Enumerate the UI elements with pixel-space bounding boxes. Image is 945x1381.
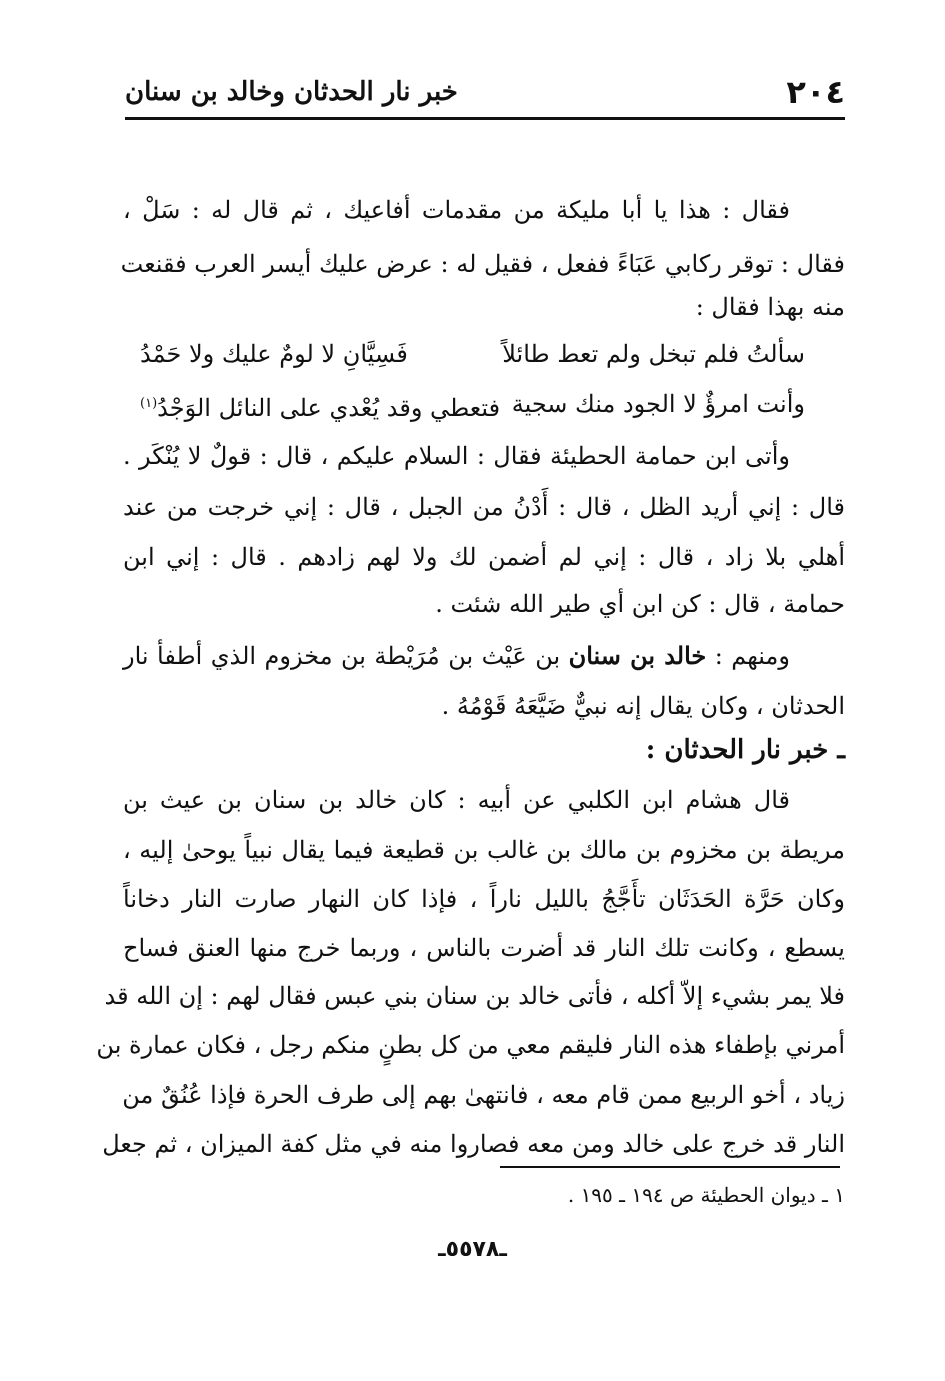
paragraph-line: فقال : هذا يا أبا مليكة من مقدمات أفاعيك ، ثم قال له : سَلْ ، [123,196,790,224]
page-number: ٢٠٤ [786,73,845,111]
paragraph-line: منه بهذا فقال : [695,293,845,321]
paragraph-line: يسطع ، وكانت تلك النار قد أضرت بالناس ، وربما خرج منها العنق فساح [123,934,845,962]
footnote-marker: (١) [140,396,158,411]
paragraph-line: حمامة ، قال : كن ابن أي طير الله شئت . [435,590,845,618]
paragraph-line: أهلي بلا زاد ، قال : إني لم أضمن لك ولا لهم زادهم . قال : إني ابن [123,543,846,571]
poem-verse [140,330,805,378]
paragraph-line: وكان حَرَّة الحَدَثَان تأَجَّجُ بالليل ناراً ، فإذا كان النهار صارت النار دخاناً [123,885,845,913]
section-heading: ـ خبر نار الحدثان : [645,735,845,765]
footnote-divider [500,1166,840,1168]
verse-second-hemistich: فَسِيَّانِ لا لومٌ عليك ولا حَمْدُ [140,340,408,368]
paragraph-line: أمرني بإطفاء هذه النار فليقم معي من كل بطنٍ منكم رجل ، فكان عمارة بن [96,1031,845,1059]
paragraph-line: زياد ، أخو الربيع ممن قام معه ، فانتهىٰ بهم إلى طرف الحرة فإذا عُنُقٌ من [122,1081,845,1109]
paragraph-line [123,632,790,680]
khalid-lineage: بن عَيْث بن مُرَيْطة بن مخزوم الذي أطفأ نار [123,642,569,670]
header-divider [125,117,845,120]
running-title: خبر نار الحدثان وخالد بن سنان [125,77,458,107]
paragraph-line: مريطة بن مخزوم بن مالك بن غالب بن قطيعة فيما يقال نبياً يوحىٰ إليه ، [123,836,845,864]
paragraph-line: الحدثان ، وكان يقال إنه نبيٌّ ضَيَّعَهُ قَوْمُهُ . [441,692,845,720]
footnote: ١ ـ ديوان الحطيئة ص ١٩٤ ـ ١٩٥ . [567,1183,845,1207]
paragraph-line: قال هشام ابن الكلبي عن أبيه : كان خالد بن سنان بن عيث بن [123,786,790,814]
poem-verse [140,380,805,428]
paragraph-line: النار قد خرج على خالد ومن معه فصاروا منه في مثل كفة الميزان ، ثم جعل [102,1130,845,1158]
page-header [125,70,845,114]
khalid-name: خالد بن سنان [568,641,707,670]
verse-second-text: فتعطي وقد يُعْدي على النائل الوَجْدُ [157,394,501,422]
bottom-page-number: ـ٥٥٧٨ـ [438,1237,507,1262]
paragraph-line: قال : إني أريد الظل ، قال : أَدْنُ من الجبل ، قال : إني خرجت من عند [123,493,846,521]
paragraph-line: فقال : توقر ركابي عَبَاءً ففعل ، فقيل له : عرض عليك أيسر العرب فقنعت [120,250,845,278]
verse-second-hemistich [140,380,500,432]
verse-first-hemistich: وأنت امرؤٌ لا الجود منك سجية [511,390,805,418]
khalid-prefix: ومنهم : [706,642,790,670]
verse-first-hemistich: سألتُ فلم تبخل ولم تعط طائلاً [502,340,805,368]
paragraph-line: وأتى ابن حمامة الحطيئة فقال : السلام عليكم ، قال : قولٌ لا يُنْكَر . [123,442,790,470]
paragraph-line: فلا يمر بشيء إلاّ أكله ، فأتى خالد بن سنان بني عبس فقال لهم : إن الله قد [104,982,845,1010]
